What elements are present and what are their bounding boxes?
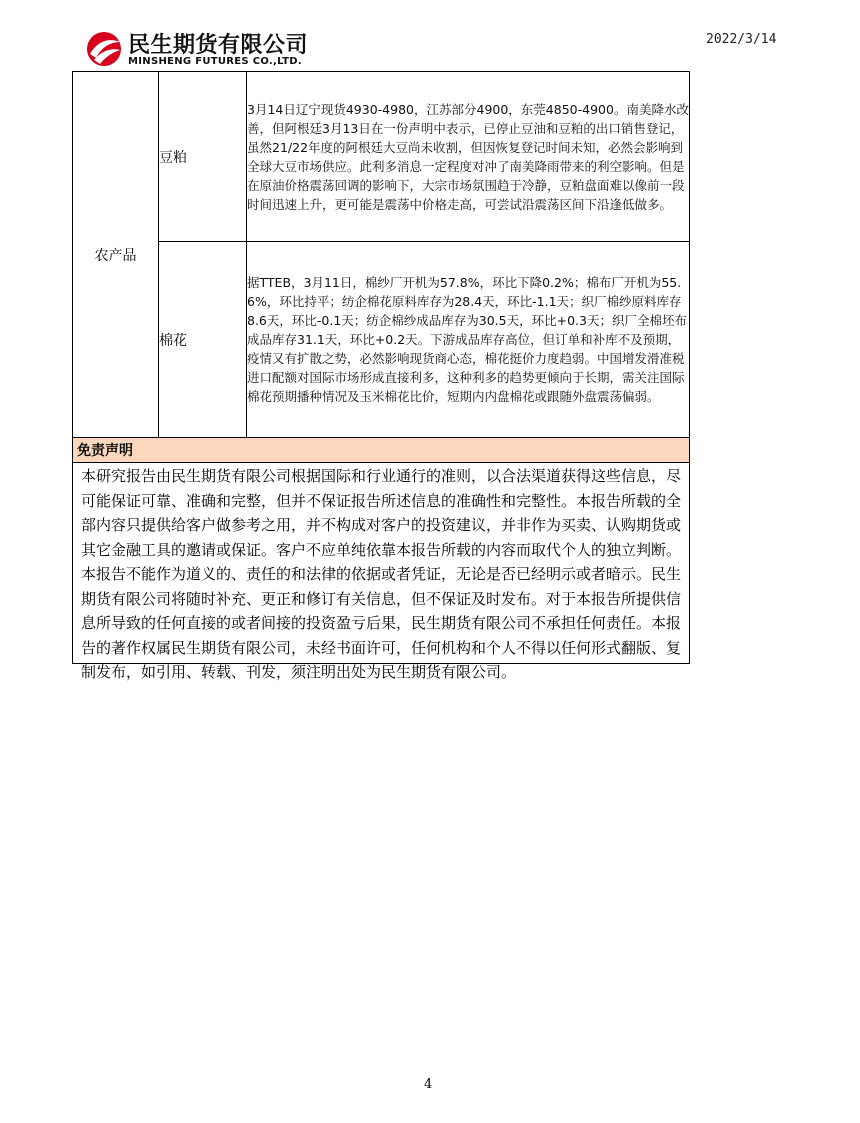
table-row bbox=[73, 72, 690, 242]
category-cell: 农产品 bbox=[73, 72, 159, 438]
table-row bbox=[73, 242, 690, 438]
disclaimer-body bbox=[72, 462, 690, 681]
minsheng-logo-icon bbox=[84, 30, 124, 68]
commodity-name: 豆粕 bbox=[159, 72, 247, 242]
page-number: 4 bbox=[424, 1077, 433, 1092]
disclaimer-header bbox=[72, 437, 690, 463]
company-name-en: MINSHENG FUTURES CO.,LTD. bbox=[128, 56, 302, 67]
disclaimer-text: 本研究报告由民生期货有限公司根据国际和行业通行的准则，以合法渠道获得这些信息，尽可能保证可靠、准确和完整，但并不保证报告所述信息的准确性和完整性。本报告所载的全部内容只提供给客户做参考之用，并不构成对客户的投资建议，并非作为买卖、认购期货或其它金融工具的邀请或保证。客户不应单纯依靠本报告所载的内容而取代个人的独立判断。本报告不能作为道义的、责任的和法律的依据或者凭证，无论是否已经明示或者暗示。民生期货有限公司将随时补充、更正和修订有关信息，但不保证及时发布。对于本报告所提供信息所导致的任何直接的或者间接的投资盈亏后果，民生期货有限公司不承担任何责任。本报告的著作权属民生期货有限公司，未经书面许可，任何机构和个人不得以任何形式翻版、复制发布，如引用、转载、刊发，须注明出处为民生期货有限公司。 bbox=[81, 467, 682, 681]
report-date: 2022/3/14 bbox=[706, 32, 777, 47]
disclaimer-title: 免责声明 bbox=[77, 443, 133, 459]
analysis-text: 据TTEB，3月11日，棉纱厂开机为57.8%，环比下降0.2%；棉布厂开机为55.6%，环比持平；纺企棉花原料库存为28.4天，环比-1.1天；织厂棉纱原料库存8.6天，环比-0.1天；纺企棉纱成品库存为30.5天，环比+0.3天；织厂全棉坯布成品库存31.1天，环比+0.2天。下游成品库存高位，但订单和补库不及预期，疫情又有扩散之势，必然影响现货商心态，棉花挺价力度趋弱。中国增发滑准税进口配额对国际市场形成直接利多，这种利多的趋势更倾向于长期，需关注国际棉花预期播种情况及玉米棉花比价，短期内内盘棉花或跟随外盘震荡偏弱。 bbox=[247, 275, 687, 404]
commodity-name: 棉花 bbox=[159, 242, 247, 438]
commodity-analysis bbox=[247, 72, 690, 242]
commodity-table bbox=[72, 71, 690, 438]
commodity-analysis bbox=[247, 242, 690, 438]
page-header bbox=[0, 0, 860, 72]
analysis-text: 3月14日辽宁现货4930-4980，江苏部分4900，东莞4850-4900。南美降水改善，但阿根廷3月13日在一份声明中表示，已停止豆油和豆粕的出口销售登记，虽然21/22年度的阿根廷大豆尚未收割，但因恢复登记时间未知，必然会影响到全球大豆市场供应。此利多消息一定程度对冲了南美降雨带来的利空影响。但是在原油价格震荡回调的影响下，大宗市场氛围趋于冷静，豆粕盘面难以像前一段时间迅速上升，更可能是震荡中价格走高，可尝试沿震荡区间下沿逢低做多。 bbox=[247, 101, 689, 212]
company-name-cn: 民生期货有限公司 bbox=[128, 33, 309, 58]
